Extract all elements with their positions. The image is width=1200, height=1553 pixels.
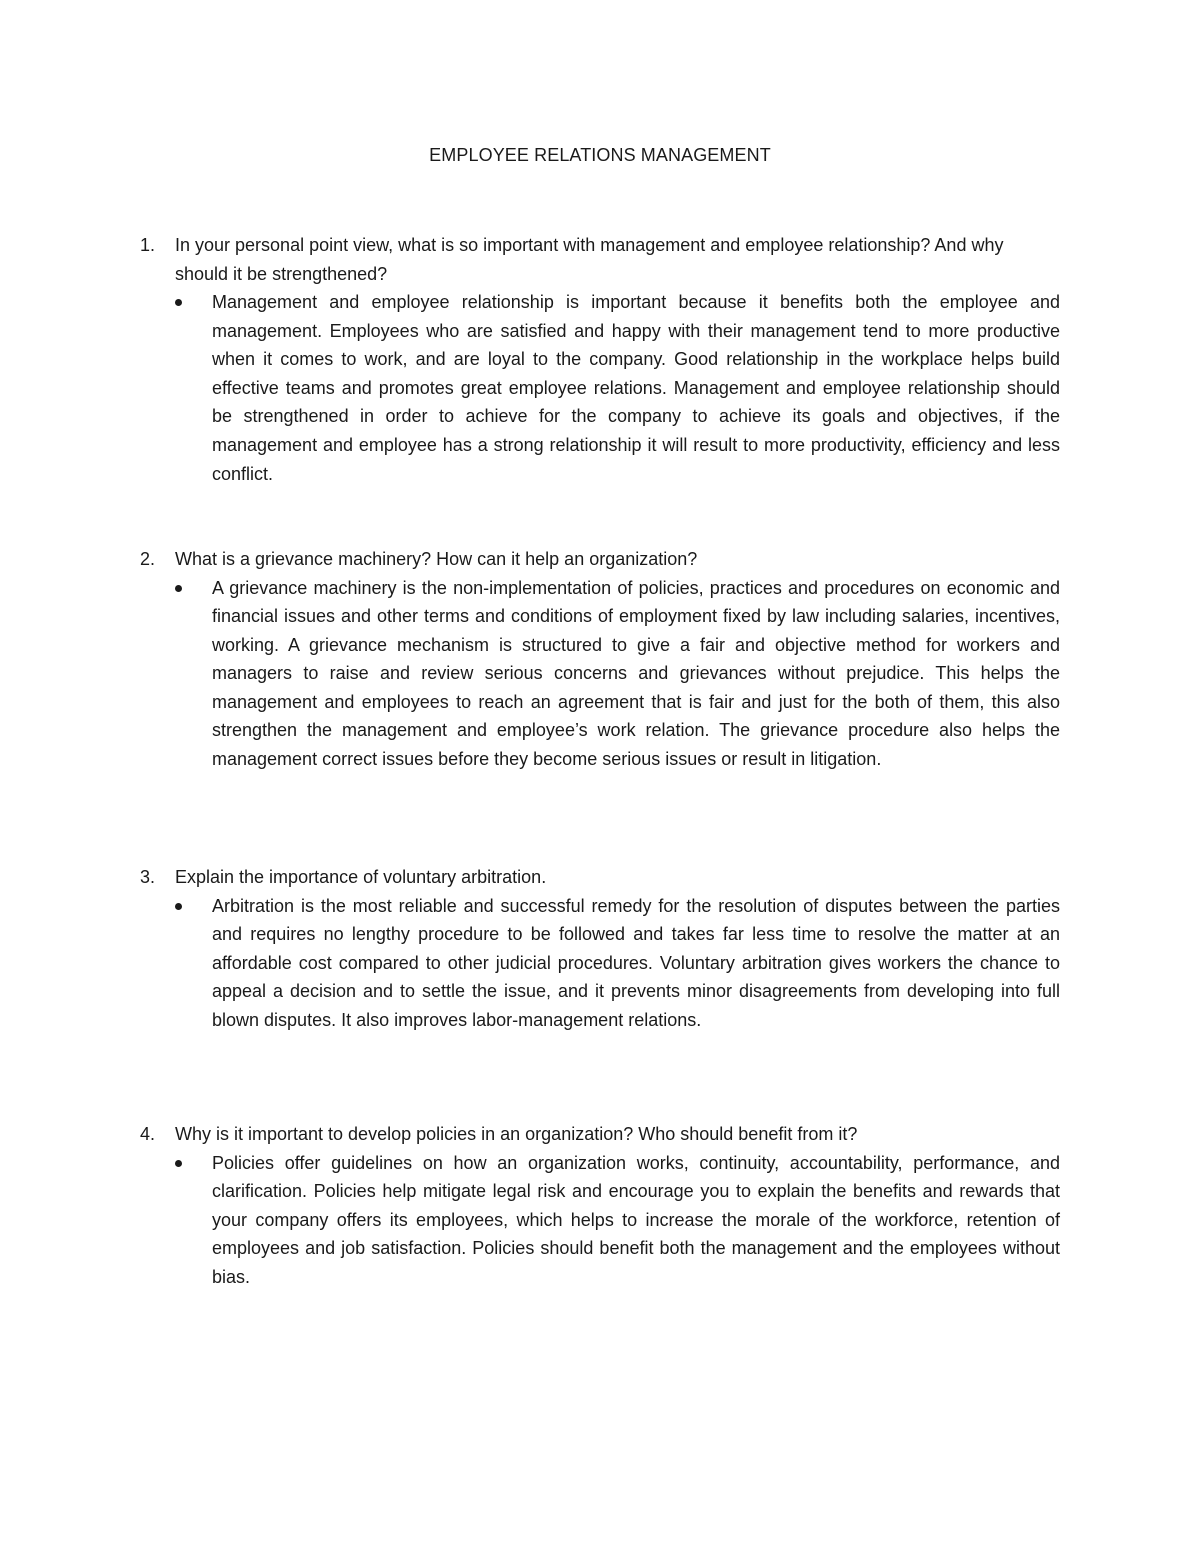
document-title: EMPLOYEE RELATIONS MANAGEMENT: [429, 145, 771, 165]
answer-text: A grievance machinery is the non-implementation of policies, practices and procedures on economic and financial issues and other terms and conditions of employment fixed by law including salaries, incentives, working. A grievance mechanism is structured to give a fair and objective method for workers and managers to raise and review serious concerns and grievances without prejudice. This helps the management and employees to reach an agreement that is fair and just for the both of them, this also strengthen the management and employee’s work relation. The grievance procedure also helps the management correct issues before they become serious issues or result in litigation.: [212, 577, 1060, 770]
bullet-icon: [175, 585, 182, 592]
question-text: What is a grievance machinery? How can it help an organization?: [175, 549, 698, 569]
question-1: [140, 231, 1060, 288]
question-block-2: [140, 545, 1060, 774]
answer-text: Management and employee relationship is important because it benefits both the employee and management. Employees who are satisfied and happy with their management tend to more productive when it comes to work, and are loyal to the company. Good relationship in the workplace helps build effective teams and promotes great employee relations. Management and employee relationship should be strengthened in order to achieve for the company to achieve its goals and objectives, if the management and employee has a strong relationship it will result to more productivity, efficiency and less conflict.: [212, 292, 1060, 484]
question-4: [140, 1120, 1060, 1149]
question-block-1: [140, 231, 1060, 488]
answer-3: [175, 892, 1060, 1035]
question-number: 2.: [140, 549, 156, 569]
answer-2: [175, 574, 1060, 774]
answer-1: [175, 288, 1060, 488]
question-text: In your personal point view, what is so important with management and employee relationship? And why should it be strengthened?: [175, 235, 1004, 284]
answer-text: Policies offer guidelines on how an organization works, continuity, accountability, performance, and clarification. Policies help mitigate legal risk and encourage you to explain the benefits and rewards that your company offers its employees, which helps to increase the morale of the workforce, retention of employees and job satisfaction. Policies should benefit both the management and the employees without bias.: [212, 1152, 1060, 1287]
bullet-icon: [175, 903, 182, 910]
question-block-4: [140, 1120, 1060, 1291]
bullet-icon: [175, 299, 182, 306]
bullet-icon: [175, 1160, 182, 1167]
answer-text: Arbitration is the most reliable and successful remedy for the resolution of disputes between the parties and requires no lengthy procedure to be followed and takes far less time to resolve the matter at an affordable cost compared to other judicial procedures. Voluntary arbitration gives workers the chance to appeal a decision and to settle the issue, and it prevents minor disagreements from developing into full blown disputes. It also improves labor-management relations.: [212, 895, 1060, 1030]
question-3: [140, 863, 1060, 892]
question-number: 1.: [140, 235, 156, 255]
question-text: Why is it important to develop policies in an organization? Who should benefit from it?: [175, 1124, 858, 1144]
question-text: Explain the importance of voluntary arbitration.: [175, 867, 547, 887]
question-block-3: [140, 863, 1060, 1034]
question-2: [140, 545, 1060, 574]
question-number: 3.: [140, 867, 156, 887]
answer-4: [175, 1149, 1060, 1292]
question-number: 4.: [140, 1124, 156, 1144]
